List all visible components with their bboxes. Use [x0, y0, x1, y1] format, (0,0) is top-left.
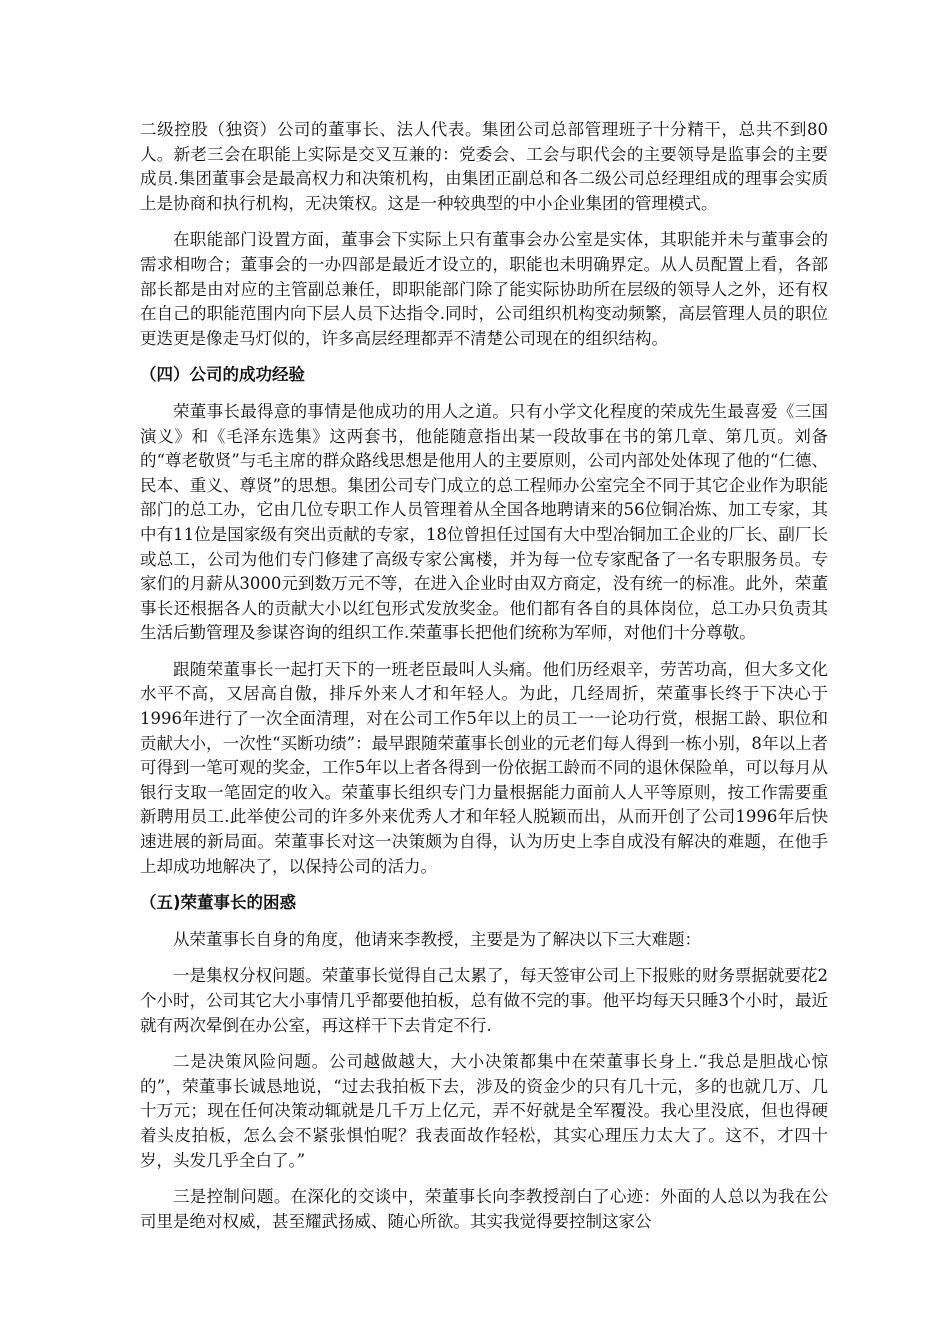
- paragraph-group-management: 二级控股（独资）公司的董事长、法人代表。集团公司总部管理班子十分精干，总共不到80人。新老三会在职能上实际是交叉互兼的：党委会、工会与职代会的主要领导是监事会的主要成员.集团董事会是最高权力和决策机构，由集团正副总和各二级公司总经理组成的理事会实质上是协商和执行机构，无决策权。这是一种较典型的中小企业集团的管理模式。: [140, 120, 828, 213]
- paragraph-three-problems: 从荣董事长自身的角度，他请来李教授，主要是为了解决以下三大难题：: [173, 929, 701, 949]
- paragraph-centralization: 一是集权分权问题。荣董事长觉得自己太累了，每天签审公司上下报账的财务票据就要花2个小时，公司其它大小事情几乎都要他拍板，总有做不完的事。他平均每天只睡3个小时，最近就有两次晕倒在办公室，再这样干下去肯定不行.: [140, 966, 828, 1035]
- section-heading-success: （四）公司的成功经验: [140, 365, 305, 385]
- paragraph-veteran-staff: 跟随荣董事长一起打天下的一班老臣最叫人头痛。他们历经艰辛，劳苦功高，但大多文化水平不高，又居高自傲，排斥外来人才和年轻人。为此，几经周折，荣董事长终于下决心于1996年进行了一次全面清理，对在公司工作5年以上的员工一一论功行赏，根据工龄、职位和贡献大小，一次性“买断功绩”：最早跟随荣董事长创业的元老们每人得到一栋小别，8年以上者可得到一笔可观的奖金，工作5年以上者各得到一份依据工龄而不同的退休保险单，可以每月从银行支取一笔固定的收入。荣董事长组织专门力量根据能力面前人人平等原则，按工作需要重新聘用员工.此举使公司的许多外来优秀人才和年轻人脱颖而出，从而开创了公司1996年后快速进展的新局面。荣董事长对这一决策颇为自得，认为历史上李自成没有解决的难题，在他手上却成功地解决了，以保持公司的活力。: [140, 659, 828, 876]
- paragraph-talent-strategy: 荣董事长最得意的事情是他成功的用人之道。只有小学文化程度的荣成先生最喜爱《三国演义》和《毛泽东选集》这两套书，他能随意指出某一段故事在书的第几章、第几页。刘备的“尊老敬贤”与毛主席的群众路线思想是他用人的主要原则，公司内部处处体现了他的“仁德、民本、重义、尊贤”的思想。集团公司专门成立的总工程师办公室完全不同于其它企业作为职能部门的总工办，它由几位专职工作人员管理着从全国各地聘请来的56位铜冶炼、加工专家，其中有11位是国家级有突出贡献的专家，18位曾担任过国有大中型冶铜加工企业的厂长、副厂长或总工，公司为他们专门修建了高级专家公寓楼，并为每一位专家配备了一名专职服务员。专家们的月薪从3000元到数万元不等，在进入企业时由双方商定，没有统一的标准。此外，荣董事长还根据各人的贡献大小以红包形式发放奖金。他们都有各自的具体岗位，总工办只负责其生活后勤管理及参谋咨询的组织工作.荣董事长把他们统称为军师，对他们十分尊敬。: [140, 401, 828, 643]
- section-heading-dilemma: （五)荣董事长的困惑: [140, 893, 297, 913]
- paragraph-decision-risk: 二是决策风险问题。公司越做越大，大小决策都集中在荣董事长身上.“我总是胆战心惊的”，荣董事长诚恳地说，“过去我拍板下去，涉及的资金少的只有几十元，多的也就几万、几十万元；现在任何决策动辄就是几千万上亿元，弄不好就是全军覆没。我心里没底，但也得硬着头皮拍板，怎么会不紧张惧怕呢？我表面故作轻松，其实心理压力太大了。这不，才四十岁，头发几乎全白了。”: [140, 1052, 828, 1170]
- paragraph-functional-departments: 在职能部门设置方面，董事会下实际上只有董事会办公室是实体，其职能并未与董事会的需求相吻合；董事会的一办四部是最近才设立的，职能也未明确界定。从人员配置上看，各部部长都是由对应的主管副总兼任，即职能部门除了能实际协助所在层级的领导人之外，还有权在自己的职能范围内向下层人员下达指令.同时，公司组织机构变动频繁，高层管理人员的职位更迭更是像走马灯似的，许多高层经理都弄不清楚公司现在的组织结构。: [140, 230, 828, 348]
- paragraph-control: 三是控制问题。在深化的交谈中，荣董事长向李教授剖白了心迹：外面的人总以为我在公司里是绝对权威，甚至耀武扬威、随心所欲。其实我觉得要控制这家公: [140, 1187, 828, 1231]
- document-page: [140, 118, 828, 1246]
